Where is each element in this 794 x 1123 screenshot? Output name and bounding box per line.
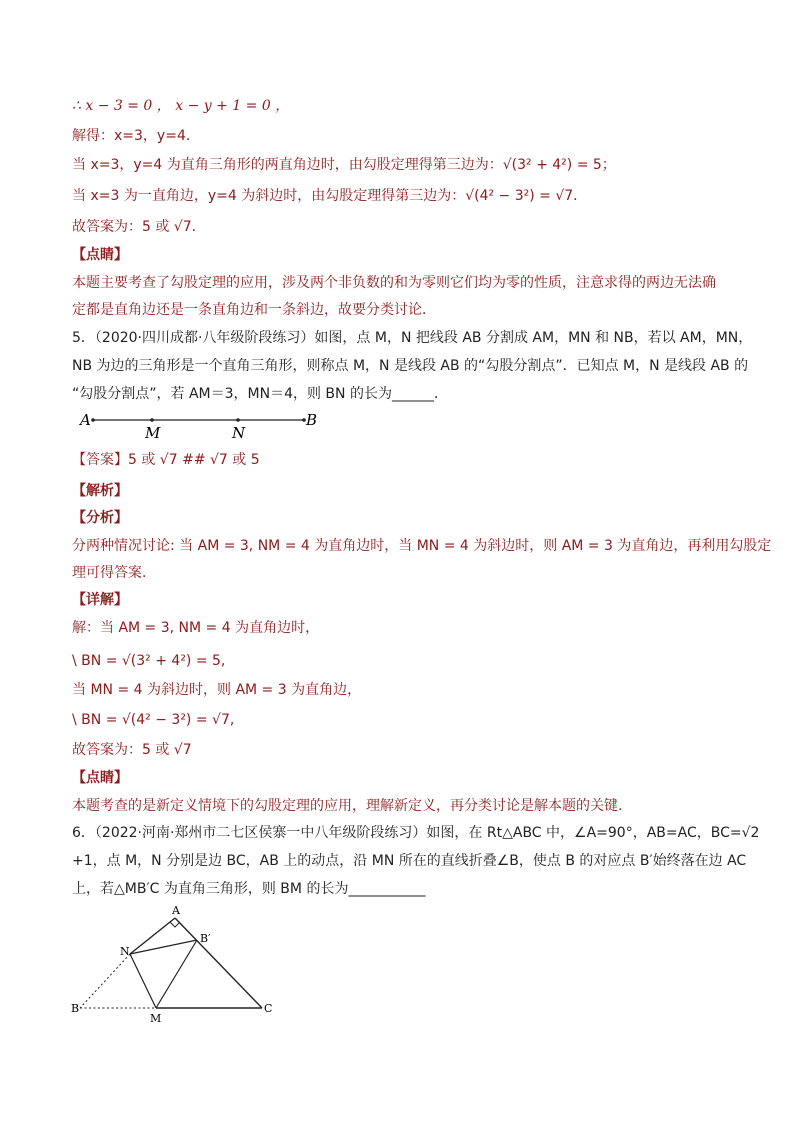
label-b2: B	[71, 1002, 80, 1015]
l15: 分两种情况讨论: 当 AM = 3, NM = 4 为直角边时，当 MN = 4 为斜边时，则 AM = 3 为直角边，再利用勾股定	[72, 538, 772, 554]
l1: ∴ x − 3 = 0 ， x − y + 1 = 0 ，	[72, 98, 290, 114]
point-a	[91, 418, 95, 422]
label-m2: M	[150, 1012, 162, 1025]
l10: NB 为边的三角形是一个直角三角形，则称点 M，N 是线段 AB 的“勾股分割点”．已知点 M，N 是线段 AB 的	[72, 358, 749, 374]
l24: 本题考查的是新定义情境下的勾股定理的应用，理解新定义，再分类讨论是解本题的关键.	[72, 798, 623, 814]
l9: 5．（2020·四川成都·八年级阶段练习）如图，点 M，N 把线段 AB 分割成 AM，MN 和 NB，若以 AM，MN，	[72, 330, 753, 346]
l18: 解：当 AM = 3, NM = 4 为直角边时，	[72, 620, 320, 636]
l26: +1，点 M，N 分别是边 BC，AB 上的动点，沿 MN 所在的直线折叠∠B，使点 B 的对应点 B′始终落在边 AC	[72, 853, 747, 869]
l12: 【答案】5 或 √7 ## √7 或 5	[72, 452, 260, 468]
l2: 解得：x=3，y=4．	[72, 128, 200, 144]
label-n2: N	[120, 945, 130, 958]
l20: 当 MN = 4 为斜边时，则 AM = 3 为直角边，	[72, 682, 362, 698]
l7: 本题主要考查了勾股定理的应用，涉及两个非负数的和为零则它们均为零的性质，注意求得的两边无法确	[72, 275, 716, 291]
l5: 故答案为：5 或 √7．	[72, 219, 206, 235]
label-a2: A	[172, 904, 180, 917]
l19: \ BN = √(3² + 4²) = 5,	[72, 653, 226, 669]
l8: 定都是直角边还是一条直角边和一条斜边，故要分类讨论．	[72, 302, 436, 318]
label-a: A	[80, 411, 91, 429]
figure-segment-ab	[72, 408, 332, 442]
l23: 【点睛】	[72, 770, 128, 786]
l21: \ BN = √(4² − 3²) = √7,	[72, 712, 235, 728]
point-m	[150, 418, 154, 422]
label-bprime: B′	[200, 932, 211, 945]
l4: 当 x=3 为一直角边，y=4 为斜边时，由勾股定理得第三边为：√(4² − 3²) = √7．	[72, 188, 588, 204]
fold-nm	[130, 954, 156, 1008]
l6: 【点睛】	[72, 247, 128, 263]
l16: 理可得答案.	[72, 565, 147, 581]
right-angle-mark	[170, 922, 180, 927]
dotted-nb	[80, 954, 130, 1008]
label-c2: C	[264, 1002, 273, 1015]
seg-bpm	[156, 940, 197, 1008]
l13: 【解析】	[72, 483, 128, 499]
point-n	[236, 418, 240, 422]
l25: 6．（2022·河南·郑州市二七区侯寨一中八年级阶段练习）如图，在 Rt△ABC 中，∠A=90°，AB=AC，BC=√2	[72, 825, 760, 841]
figure-triangle	[60, 898, 290, 1028]
seg-nbp	[130, 940, 197, 954]
l27: 上，若△MB′C 为直角三角形，则 BM 的长为___________	[72, 881, 426, 897]
l11: “勾股分割点”，若 AM＝3，MN＝4，则 BN 的长为______．	[72, 386, 448, 402]
l17: 【详解】	[72, 592, 128, 608]
l22: 故答案为：5 或 √7	[72, 742, 192, 758]
side-ab	[130, 918, 175, 954]
label-n: N	[232, 424, 246, 442]
side-ac	[175, 918, 262, 1008]
l3: 当 x=3，y=4 为直角三角形的两直角边时，由勾股定理得第三边为：√(3² + 4²) = 5；	[72, 157, 616, 173]
label-b: B	[306, 411, 318, 429]
label-m: M	[145, 424, 161, 442]
l14: 【分析】	[72, 510, 128, 526]
